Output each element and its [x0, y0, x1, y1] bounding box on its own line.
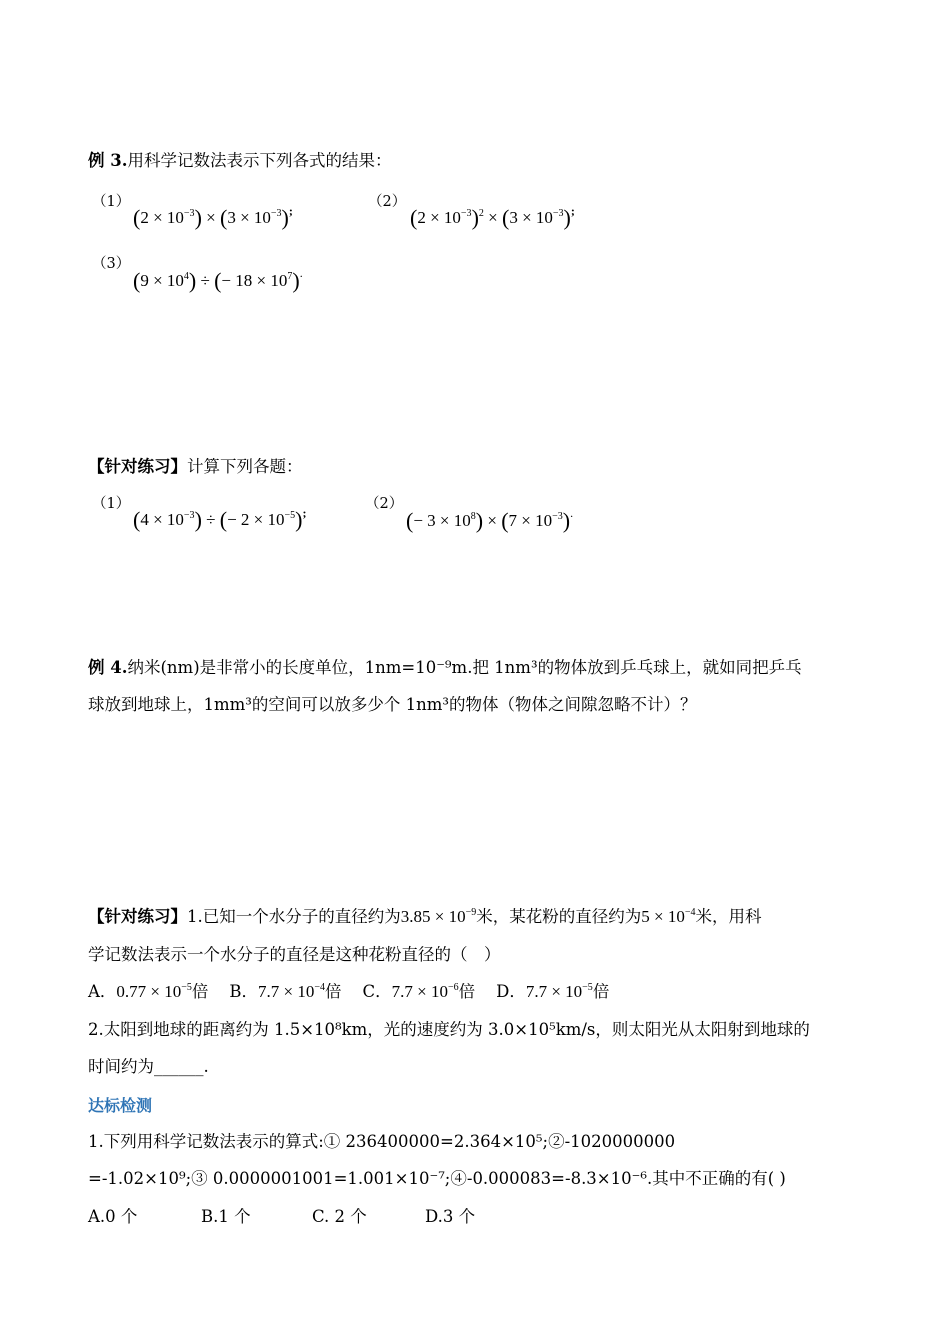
ex3-part3-expression: $(9 \times 10^4)$ ÷ (− $18 \times 10^7)^.$ — [133, 266, 303, 293]
option-a[interactable]: A．$0.77 \times 10^{-5}$倍 — [88, 982, 209, 1001]
practice1-part2-expression: (− $3 \times 10^8) \times (7 \times 10^{-3})^.$ — [406, 506, 574, 533]
option-d[interactable]: D．$7.7 \times 10^{-5}$倍 — [496, 982, 610, 1001]
example-3-label: 例 3. — [88, 151, 128, 170]
practice-2-label: 【针对练习】 — [88, 907, 187, 926]
example-4-line-1 — [88, 657, 802, 679]
practice-2-question-1-line-1 — [88, 906, 761, 928]
dabiao-question-1-line-1: 1.下列用科学记数法表示的算式:① 236400000=2.364×10⁵;②-1020000000 — [88, 1132, 676, 1151]
q1-text-a: 1.已知一个水分子的直径约为 — [187, 907, 401, 926]
dabiao-option-a[interactable]: A.0 个 — [88, 1207, 138, 1226]
ex3-part2-label: （2） — [368, 194, 407, 210]
example-4-line-2: 球放到地球上，1mm³的空间可以放多少个 1nm³的物体（物体之间隙忽略不计）？ — [88, 695, 697, 714]
practice-1-label: 【针对练习】 — [88, 457, 187, 476]
practice1-part1-label: （1） — [92, 496, 131, 512]
example-3-text: 用科学记数法表示下列各式的结果： — [127, 151, 392, 170]
dabiao-question-1-line-2: =-1.02×10⁹;③ 0.0000001001=1.001×10⁻⁷;④-0.000083=-8.3×10⁻⁶.其中不正确的有( ) — [88, 1169, 786, 1188]
practice1-part2-label: （2） — [365, 496, 404, 512]
option-b[interactable]: B．$7.7 \times 10^{-4}$倍 — [229, 982, 342, 1001]
practice-1-text: 计算下列各题： — [187, 457, 303, 476]
water-molecule-diameter: $3.85 \times 10^{-9}$ — [400, 907, 477, 926]
q1-text-b: 米，某花粉的直径约为 — [476, 907, 642, 926]
example-3-heading — [88, 150, 391, 172]
ex3-part3-label: （3） — [92, 256, 131, 272]
practice-2-options — [88, 981, 609, 1003]
practice-2-question-1-line-2: 学记数法表示一个水分子的直径是这种花粉直径的（ ） — [88, 945, 501, 964]
practice1-part1-expression: $(4 \times 10^{-3})$ ÷ (− $2 \times 10^{-5})^;$ — [133, 506, 307, 532]
dabiao-option-d[interactable]: D.3 个 — [425, 1207, 476, 1226]
dabiao-option-c[interactable]: C. 2 个 — [312, 1207, 367, 1226]
ex3-part2-expression: $(2 \times 10^{-3})^2 \times (3 \times 10^{-3})^;$ — [410, 204, 575, 230]
example-4-label: 例 4. — [88, 658, 128, 677]
pollen-diameter: $5 \times 10^{-4}$ — [641, 907, 696, 926]
practice-1-heading — [88, 456, 303, 478]
ex3-part1-expression: $(2 \times 10^{-3}) \times (3 \times 10^{-3})^;$ — [133, 204, 293, 230]
section-title-dabiao: 达标检测 — [88, 1096, 153, 1115]
ex3-part1-label: （1） — [92, 194, 131, 210]
dabiao-options — [88, 1206, 475, 1228]
practice-2-question-2-line-1: 2.太阳到地球的距离约为 1.5×10⁸km，光的速度约为 3.0×10⁵km/s，则太阳光从太阳射到地球的 — [88, 1020, 810, 1039]
example-4-text-1: 纳米(nm)是非常小的长度单位，1nm=10⁻⁹m.把 1nm³的物体放到乒乓球上，就如同把乒乓 — [127, 658, 802, 677]
option-c[interactable]: C．$7.7 \times 10^{-6}$倍 — [362, 982, 476, 1001]
q1-text-c: 米，用科 — [695, 907, 762, 926]
practice-2-question-2-line-2: 时间约为______. — [88, 1057, 209, 1076]
dabiao-option-b[interactable]: B.1 个 — [201, 1207, 251, 1226]
